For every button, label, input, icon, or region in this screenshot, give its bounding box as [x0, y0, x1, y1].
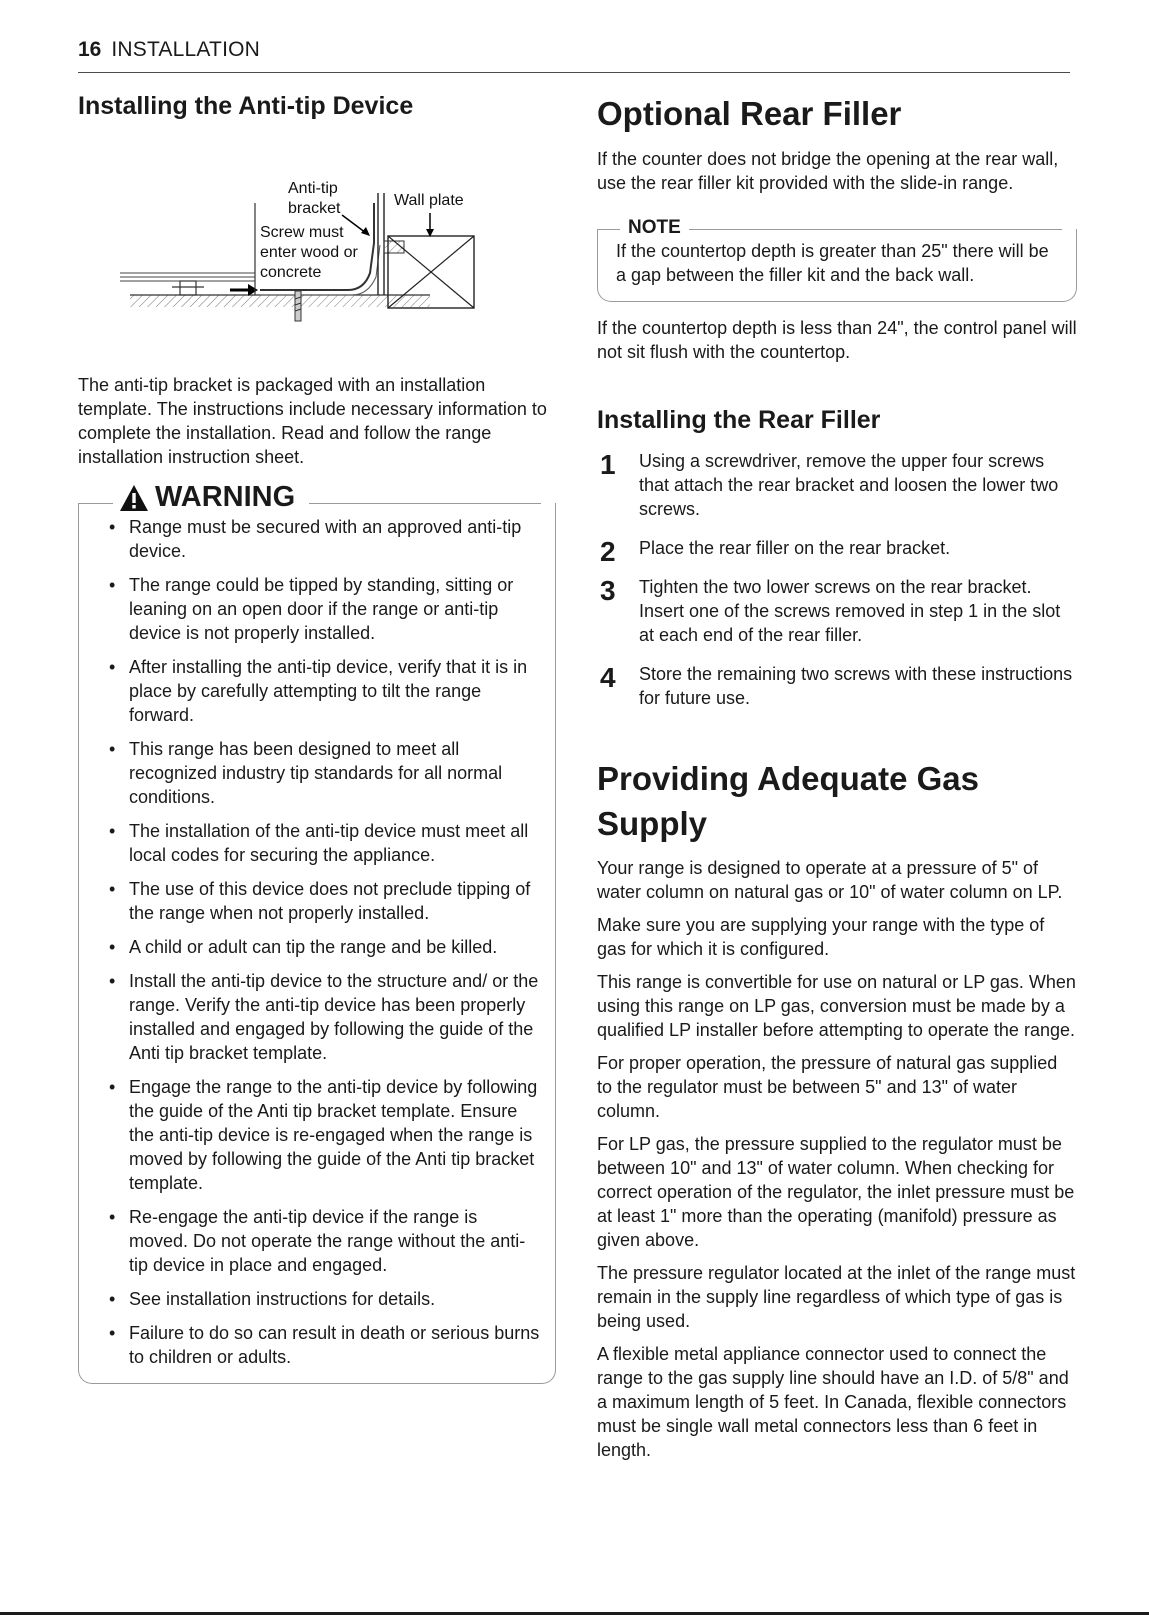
gas-paragraph: A flexible metal appliance connector used to connect the range to the gas supply line should have an I.D. of 5/8" and a maximum length of 5 feet. In Canada, flexible connectors must be single wall metal connectors less than 6 feet in length.: [597, 1343, 1069, 1460]
gas-paragraph: This range is convertible for use on natural or LP gas. When using this range on LP gas, conversion must be made by a qualified LP installer before attempting to operate the range.: [597, 971, 1076, 1040]
gas-supply-heading-line2: Supply: [597, 804, 708, 842]
left-column: [78, 92, 556, 1384]
anti-tip-intro: The anti-tip bracket is packaged with an installation template. The instructions include necessary information to complete the installation. Read and follow the range installation instruction sheet.: [78, 375, 547, 467]
step-item: [597, 449, 1077, 521]
rear-filler-intro: If the counter does not bridge the opening at the rear wall, use the rear filler kit provided with the slide-in range.: [597, 148, 1059, 193]
installing-rear-filler-heading: Installing the Rear Filler: [597, 405, 881, 434]
note-rule-right: [688, 229, 1062, 230]
warning-item: • The installation of the anti-tip device must meet all local codes for securing the appliance.: [93, 819, 541, 867]
gas-supply-heading: [597, 756, 1077, 846]
warning-item: • The range could be tipped by standing, sitting or leaning on an open door if the range or anti-tip device is not properly installed.: [93, 573, 541, 645]
step-item: [597, 662, 1077, 710]
gas-paragraph: For LP gas, the pressure supplied to the regulator must be between 10" and 13" of water column. When checking for correct operation of the regulator, the inlet pressure must be at least 1" more than the operating (manifold) pressure as given above.: [597, 1133, 1075, 1250]
gas-paragraph: For proper operation, the pressure of natural gas supplied to the regulator must be between 5" and 13" of water column.: [597, 1052, 1058, 1121]
note-rule-left: [598, 229, 620, 230]
warning-rule-right: [307, 503, 541, 504]
warning-item: • See installation instructions for details.: [93, 1287, 541, 1311]
warning-item: • Range must be secured with an approved anti-tip device.: [93, 515, 541, 563]
diagram-label-screw-1: Screw must: [260, 224, 344, 241]
diagram-label-anti-tip: Anti-tip: [288, 180, 338, 197]
step-text: Using a screwdriver, remove the upper four screws that attach the rear bracket and loosen the lower two screws.: [639, 450, 1059, 519]
page-number: 16: [78, 38, 102, 61]
step-item: [597, 575, 1077, 647]
step-text: Tighten the two lower screws on the rear bracket. Insert one of the screws removed in step 1 in the slot at each end of the rear filler.: [639, 576, 1061, 645]
diagram-label-screw-3: concrete: [260, 264, 322, 281]
warning-item: • A child or adult can tip the range and be killed.: [93, 935, 541, 959]
warning-item: • The use of this device does not preclude tipping of the range when not properly installed.: [93, 877, 541, 925]
note-text: If the countertop depth is greater than 25" there will be a gap between the filler kit and the back wall.: [616, 240, 1049, 285]
right-column: [597, 92, 1077, 1462]
warning-item: • This range has been designed to meet all recognized industry tip standards for all normal conditions.: [93, 737, 541, 809]
page-header: [78, 38, 1070, 73]
warning-title-text: WARNING: [155, 481, 296, 513]
warning-item: • Re-engage the anti-tip device if the range is moved. Do not operate the range without the anti-tip device in place and engaged.: [93, 1205, 541, 1277]
warning-rule-left: [79, 503, 115, 504]
step-item: [597, 535, 1077, 567]
warning-item: • Install the anti-tip device to the structure and/ or the range. Verify the anti-tip device has been properly installed and engaged by following the guide of the Anti tip bracket template.: [93, 969, 541, 1065]
diagram-label-bracket: bracket: [288, 200, 341, 217]
step-text: Place the rear filler on the rear bracket.: [639, 537, 951, 558]
warning-item: • Failure to do so can result in death or serious burns to children or adults.: [93, 1321, 541, 1369]
gas-paragraph: Make sure you are supplying your range with the type of gas for which it is configured.: [597, 914, 1045, 959]
warning-title: [113, 481, 309, 514]
step-text: Store the remaining two screws with these instructions for future use.: [639, 663, 1073, 708]
gas-paragraph: The pressure regulator located at the inlet of the range must remain in the supply line regardless of which type of gas is being used.: [597, 1262, 1076, 1331]
section-name: INSTALLATION: [111, 38, 261, 61]
warning-triangle-icon: [119, 484, 149, 512]
anti-tip-heading: Installing the Anti-tip Device: [78, 92, 414, 120]
warning-list: [93, 515, 541, 1369]
step-number: 3: [600, 574, 616, 606]
rear-filler-after-note: If the countertop depth is less than 24", the control panel will not sit flush with the countertop.: [597, 317, 1077, 362]
anti-tip-diagram: [120, 173, 520, 343]
note-title: NOTE: [620, 217, 689, 239]
warning-box: [78, 481, 556, 1384]
note-box: [597, 216, 1077, 302]
warning-item: • Engage the range to the anti-tip device by following the guide of the Anti tip bracket template. Ensure the anti-tip device is re-engaged when the range is moved by following the guide of the Anti tip bracket template.: [93, 1075, 541, 1195]
rear-filler-heading: Optional Rear Filler: [597, 95, 902, 132]
step-number: 4: [600, 661, 616, 693]
step-number: 1: [600, 448, 616, 480]
diagram-label-screw-2: enter wood or: [260, 244, 358, 261]
gas-supply-body: [597, 856, 1077, 1462]
gas-supply-heading-line1: Providing Adequate Gas: [597, 759, 980, 797]
gas-paragraph: Your range is designed to operate at a pressure of 5" of water column on natural gas or 10" of water column on LP.: [597, 857, 1063, 902]
rear-filler-steps: [597, 449, 1077, 710]
diagram-label-wall-plate: Wall plate: [394, 192, 464, 209]
step-number: 2: [600, 535, 616, 567]
warning-item: • After installing the anti-tip device, verify that it is in place by carefully attempting to tilt the range forward.: [93, 655, 541, 727]
footer-rule: [0, 1612, 1149, 1615]
